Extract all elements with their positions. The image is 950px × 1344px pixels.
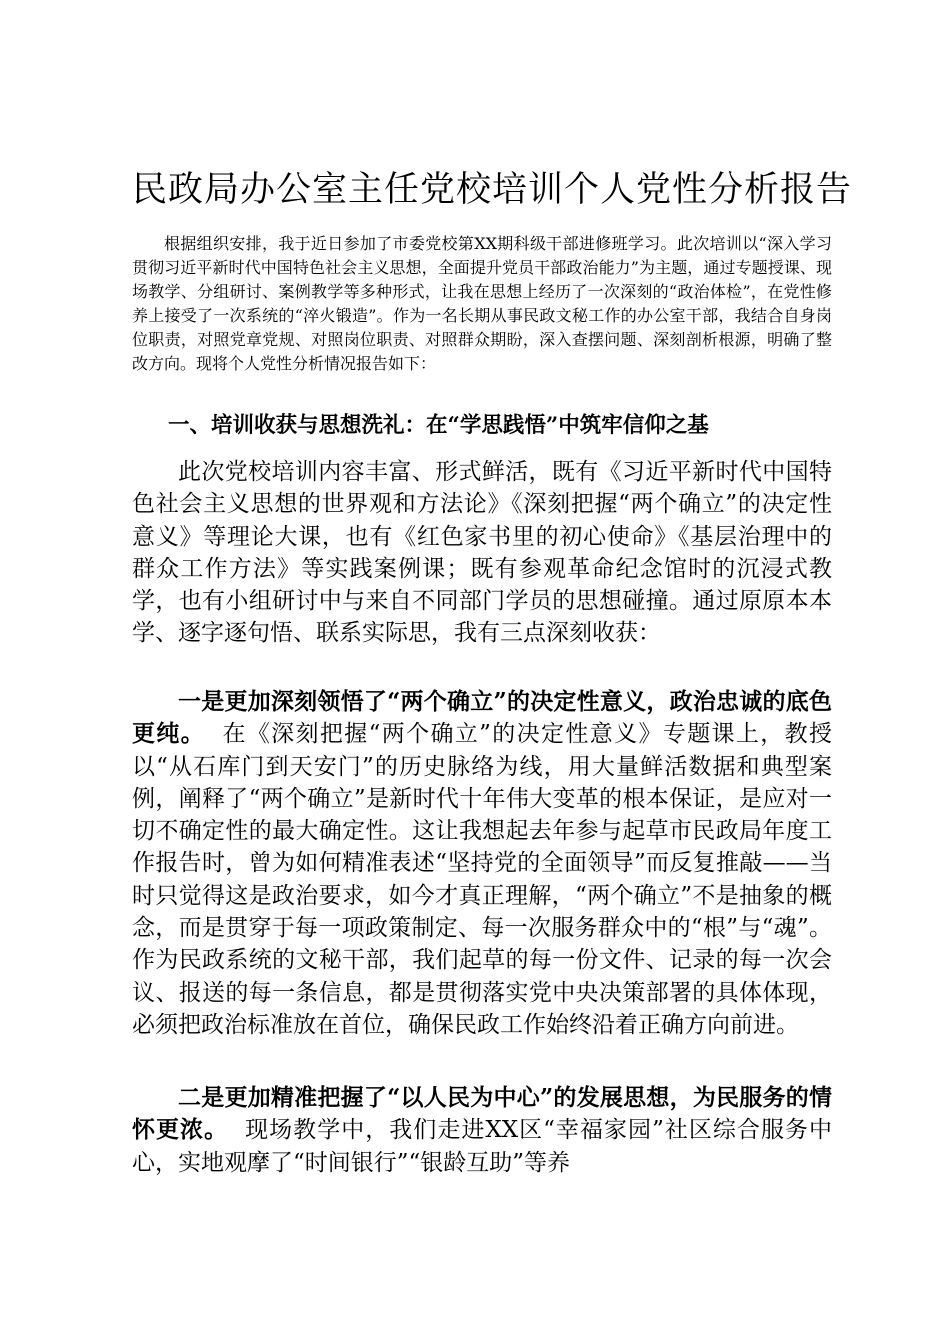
section-heading: 一、培训收获与思想洗礼：在“学思践悟”中筑牢信仰之基: [168, 413, 709, 438]
point-body: 在《深刻把握“两个确立”的决定性意义》专题课上，教授以“从石库门到天安门”的历史脉络为线，用大量鲜活数据和典型案例，阐释了“两个确立”是新时代十年伟大变革的根本保证，是应对一切不确定性的最大确定性。这让我想起去年参与起草市民政局年度工作报告时，曾为如何精准表述“坚持党的全面领导”而反复推敲——当时只觉得这是政治要求，如今才真正理解，“两个确立”不是抽象的概念，而是贯穿于每一项政策制定、每一次服务群众中的“根”与“魂”。作为民政系统的文秘干部，我们起草的每一份文件、记录的每一次会议、报送的每一条信息，都是贯彻落实党中央决策部署的具体体现，必须把政治标准放在首位，确保民政工作始终沿着正确方向前进。: [132, 721, 832, 1038]
point-paragraph-2: [132, 1082, 832, 1179]
point-lead: 二是更加精准把握了“以人民为中心”的发展思想，为民服务的情怀更浓。: [132, 1084, 832, 1144]
body-paragraph: 此次党校培训内容丰富、形式鲜活，既有《习近平新时代中国特色社会主义思想的世界观和方法论》《深刻把握“两个确立”的决定性意义》等理论大课，也有《红色家书里的初心使命》《基层治理中的群众工作方法》等实践案例课；既有参观革命纪念馆时的沉浸式教学，也有小组研讨中与来自不同部门学员的思想碰撞。通过原原本本学、逐字逐句悟、联系实际思，我有三点深刻收获：: [132, 459, 832, 647]
point-paragraph-1: [132, 686, 832, 1041]
point-body: 现场教学中，我们走进XX区“幸福家园”社区综合服务中心，实地观摩了“时间银行”“银龄互助”等养: [132, 1117, 833, 1176]
point-lead: 一是更加深刻领悟了“两个确立”的决定性意义，政治忠诚的底色更纯。: [132, 688, 832, 748]
intro-paragraph: 根据组织安排，我于近日参加了市委党校第XX期科级干部进修班学习。此次培训以“深入学习贯彻习近平新时代中国特色社会主义思想，全面提升党员干部政治能力”为主题，通过专题授课、现场教学、分组研讨、案例教学等多种形式，让我在思想上经历了一次深刻的“政治体检”，在党性修养上接受了一次系统的“淬火锻造”。作为一名长期从事民政文秘工作的办公室干部，我结合自身岗位职责，对照党章党规、对照岗位职责、对照群众期盼，深入查摆问题、深刻剖析根源，明确了整改方向。现将个人党性分析情况报告如下：: [132, 234, 832, 373]
document-title: 民政局办公室主任党校培训个人党性分析报告: [132, 170, 853, 210]
